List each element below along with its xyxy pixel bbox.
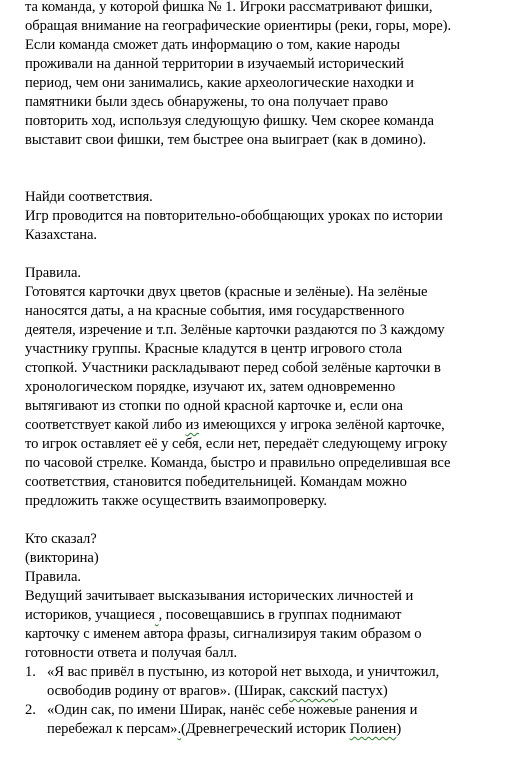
rules-line: Ведущий зачитывает высказывания исторических личностей и	[25, 588, 414, 604]
rules-line	[25, 606, 401, 625]
spellcheck-marked-word: из	[185, 417, 200, 433]
intro-line: Если команда сможет дать информацию о том, какие народы	[25, 37, 400, 53]
list-item-line	[47, 720, 401, 739]
list-item-line	[47, 682, 388, 701]
list-item-line: «Я вас привёл в пустыню, из которой нет выхода, и уничтожил,	[47, 664, 440, 680]
list-item-text: пастух)	[338, 683, 388, 699]
game-description-line: Казахстана.	[25, 227, 98, 243]
intro-line: проживали на данной территории в изучаемый исторический	[25, 56, 404, 72]
list-item-text: (Древнегреческий историк	[181, 721, 350, 737]
rules-line: деятеля, изречение и т.п. Зелёные карточки раздаются по 3 каждому	[25, 322, 445, 338]
rules-line-text: имеющихся у игрока зелёной карточке,	[199, 417, 445, 433]
rules-line: вытягивают из стопки по одной красной карточке и, если она	[25, 398, 403, 414]
rules-line: готовности ответа и получая балл.	[25, 645, 238, 661]
intro-line: памятники были здесь обнаружены, то она получает право	[25, 94, 388, 110]
rules-line: то игрок оставляет её у себя, если нет, передаёт следующему игроку	[25, 436, 448, 452]
intro-line: период, чем они занимались, какие археологические находки и	[25, 75, 414, 91]
list-item-number: 1.	[25, 664, 36, 680]
spellcheck-marked-word: Полиен	[349, 721, 397, 737]
rules-heading: Правила.	[25, 265, 82, 281]
rules-line-text: соответствует какой либо	[25, 417, 186, 433]
spellcheck-marked-punctuation: .	[177, 721, 182, 737]
intro-line: выставит свои фишки, тем быстрее она выиграет (как в домино).	[25, 132, 427, 148]
game-subtitle: (викторина)	[25, 550, 99, 566]
intro-line: повторить ход, используя следующую фишку. Чем скорее команда	[25, 113, 434, 129]
rules-line-text: , посовещавшись в группах поднимают	[158, 607, 402, 623]
list-item-text: )	[396, 721, 402, 737]
rules-line-text: историков, учащиеся	[25, 607, 155, 623]
list-item-text: перебежал к персам»	[47, 721, 178, 737]
rules-line: карточку с именем автора фразы, сигнализируя таким образом о	[25, 626, 422, 642]
spellcheck-marked-word: сакский	[289, 683, 339, 699]
rules-line: стопкой. Участники раскладывают перед собой зелёные карточки в	[25, 360, 441, 376]
list-item-line: «Один сак, по имени Ширак, нанёс себе ножевые ранения и	[47, 702, 418, 718]
rules-line: Готовятся карточки двух цветов (красные и зелёные). На зелёные	[25, 284, 428, 300]
list-item-number: 2.	[25, 702, 36, 718]
rules-line	[25, 416, 445, 435]
intro-line: та команда, у которой фишка № 1. Игроки рассматривают фишки,	[25, 0, 433, 15]
rules-line: соответствия, становится победительницей. Командам можно	[25, 474, 407, 490]
rules-line: наносятся даты, а на красные события, имя государственного	[25, 303, 405, 319]
rules-line: участнику группы. Красные кладутся в центр игрового стола	[25, 341, 403, 357]
rules-line: по часовой стрелке. Команда, быстро и правильно определившая все	[25, 455, 451, 471]
rules-line: хронологическом порядке, изучают их, затем одновременно	[25, 379, 396, 395]
rules-line: предложить также осуществить взаимопроверку.	[25, 493, 327, 509]
rules-heading: Правила.	[25, 569, 82, 585]
game-title: Найди соответствия.	[25, 189, 153, 205]
game-title: Кто сказал?	[25, 531, 97, 547]
list-item-text: освободив родину от врагов». (Ширак,	[47, 683, 290, 699]
game-description-line: Игр проводится на повторительно-обобщающих уроках по истории	[25, 208, 443, 224]
intro-line: обращая внимание на географические ориентиры (реки, горы, море).	[25, 18, 452, 34]
